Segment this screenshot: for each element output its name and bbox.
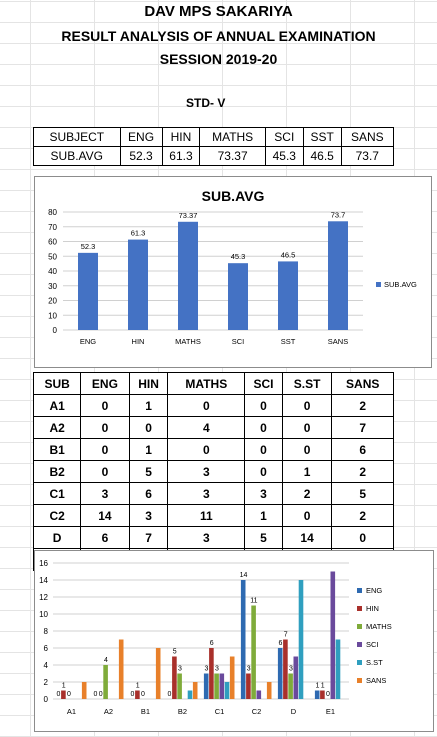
data-label: 45.3: [230, 252, 246, 262]
table-header-cell[interactable]: MATHS: [200, 128, 265, 147]
table-cell[interactable]: 2: [282, 483, 332, 505]
y-tick-label: 10: [39, 610, 48, 619]
table-cell[interactable]: 1: [129, 439, 168, 461]
x-tick-label: MATHS: [175, 337, 201, 346]
grade-distribution-chart[interactable]: [34, 550, 434, 732]
table-cell[interactable]: 0: [81, 417, 129, 439]
data-label: 0: [93, 691, 98, 698]
table-cell[interactable]: 0: [81, 395, 129, 417]
subject-average-chart-svg: [35, 177, 431, 367]
bar: [172, 657, 177, 700]
table-cell[interactable]: 3: [129, 505, 168, 527]
table-cell[interactable]: 0: [282, 417, 332, 439]
x-tick-label: C2: [251, 707, 262, 716]
table-cell[interactable]: A1: [34, 395, 81, 417]
data-label: 5: [172, 648, 177, 656]
table-cell[interactable]: C1: [34, 483, 81, 505]
table-cell[interactable]: 0: [332, 527, 394, 549]
table-cell[interactable]: B2: [34, 461, 81, 483]
report-title: RESULT ANALYSIS OF ANNUAL EXAMINATION: [61, 28, 376, 44]
table-cell[interactable]: 3: [168, 483, 245, 505]
bar: [156, 648, 161, 699]
table-header-cell[interactable]: ENG: [120, 128, 162, 147]
table-cell[interactable]: 5: [129, 461, 168, 483]
x-tick-label: SCI: [231, 337, 245, 346]
data-label: 6: [278, 640, 283, 647]
x-tick-label: B2: [177, 707, 188, 716]
table-cell[interactable]: 2: [332, 505, 394, 527]
bar: [241, 580, 246, 699]
bar: [193, 682, 198, 699]
table-row: [34, 461, 394, 483]
table-cell[interactable]: 1: [282, 461, 332, 483]
data-label: 1: [61, 682, 66, 690]
y-tick-label: 60: [48, 237, 57, 247]
school-name: DAV MPS SAKARIYA: [144, 3, 293, 20]
bar: [251, 606, 256, 700]
x-tick-label: D: [290, 707, 297, 716]
bar: [230, 657, 235, 700]
table-cell[interactable]: 3: [168, 461, 245, 483]
legend-swatch: [357, 660, 362, 665]
table-cell[interactable]: 0: [245, 461, 283, 483]
data-label: 52.3: [80, 241, 96, 251]
bar: [294, 657, 299, 700]
data-label: 0: [140, 691, 145, 698]
table-cell[interactable]: 0: [245, 417, 283, 439]
data-label: 6: [209, 640, 214, 647]
x-tick-label: SANS: [327, 337, 349, 346]
table-cell[interactable]: 52.3: [120, 147, 162, 166]
table-row: [34, 417, 394, 439]
data-label: 0: [56, 691, 61, 698]
x-tick-label: B1: [140, 707, 151, 716]
table-cell[interactable]: 2: [332, 395, 394, 417]
table-cell[interactable]: 2: [332, 461, 394, 483]
table-cell[interactable]: 0: [282, 505, 332, 527]
bar: [336, 640, 341, 700]
data-label: 0: [325, 691, 330, 698]
data-label: 11: [250, 597, 258, 605]
data-label: 0: [130, 691, 135, 698]
table-cell[interactable]: 0: [282, 395, 332, 417]
bar: [331, 572, 336, 700]
bar: [188, 691, 193, 700]
y-tick-label: 10: [48, 311, 57, 321]
table-cell[interactable]: 3: [168, 527, 245, 549]
table-cell[interactable]: 6: [332, 439, 394, 461]
table-cell[interactable]: 14: [282, 527, 332, 549]
legend-swatch: [357, 678, 362, 683]
standard-label: STD- V: [186, 96, 226, 110]
table-cell[interactable]: 0: [245, 439, 283, 461]
y-tick-label: 8: [43, 627, 48, 636]
table-cell[interactable]: D: [34, 527, 81, 549]
y-tick-label: 0: [43, 695, 48, 704]
bar: [214, 674, 219, 700]
legend-swatch: [357, 606, 362, 611]
table-header-row: [34, 373, 394, 395]
table-cell[interactable]: B1: [34, 439, 81, 461]
data-label: 3: [288, 665, 293, 673]
table-row: [34, 395, 394, 417]
table-row: [34, 147, 394, 166]
data-label: 1: [315, 682, 320, 690]
table-cell[interactable]: 5: [245, 527, 283, 549]
table-header-cell[interactable]: HIN: [162, 128, 200, 147]
legend-swatch: [357, 624, 362, 629]
session-label: SESSION 2019-20: [159, 51, 278, 67]
y-tick-label: 6: [43, 644, 48, 653]
table-header-row: [34, 128, 394, 147]
table-header-cell[interactable]: SANS: [332, 373, 394, 395]
legend-label: HIN: [366, 604, 379, 613]
table-cell[interactable]: 5: [332, 483, 394, 505]
table-cell[interactable]: 0: [168, 439, 245, 461]
table-cell[interactable]: 0: [81, 461, 129, 483]
bar: [220, 674, 225, 700]
y-tick-label: 4: [43, 661, 48, 670]
bar: [204, 674, 209, 700]
table-cell[interactable]: 45.3: [265, 147, 303, 166]
table-cell[interactable]: 73.7: [341, 147, 393, 166]
bar: [128, 240, 148, 330]
legend-swatch: [357, 642, 362, 647]
bar: [246, 674, 251, 700]
y-tick-label: 80: [48, 208, 57, 217]
table-cell[interactable]: 6: [129, 483, 168, 505]
bar: [315, 691, 320, 700]
x-tick-label: A2: [103, 707, 114, 716]
table-cell[interactable]: A2: [34, 417, 81, 439]
table-cell[interactable]: 73.37: [200, 147, 265, 166]
y-tick-label: 20: [48, 296, 57, 306]
grade-distribution-table: [33, 372, 394, 571]
data-label: 1: [320, 682, 325, 690]
table-cell[interactable]: 61.3: [162, 147, 200, 166]
table-cell[interactable]: 1: [129, 395, 168, 417]
data-label: 7: [283, 631, 288, 639]
bar: [82, 682, 87, 699]
bar: [228, 263, 248, 330]
data-label: 4: [103, 657, 108, 664]
x-tick-label: C1: [214, 707, 225, 716]
data-label: 3: [246, 665, 251, 673]
grade-distribution-chart-svg: [35, 551, 433, 731]
bar: [288, 674, 293, 700]
x-tick-label: SST: [280, 337, 296, 346]
data-label: 73.37: [178, 210, 198, 220]
bar: [267, 682, 272, 699]
table-cell[interactable]: 3: [81, 483, 129, 505]
table-cell[interactable]: C2: [34, 505, 81, 527]
legend-label: MATHS: [366, 622, 392, 631]
legend-label: SANS: [366, 676, 387, 685]
y-tick-label: 70: [48, 222, 57, 232]
subject-average-table: [33, 127, 394, 166]
x-tick-label: ENG: [79, 337, 97, 346]
x-tick-label: HIN: [131, 337, 145, 346]
x-tick-label: A1: [66, 707, 77, 716]
data-label: 46.5: [280, 250, 296, 260]
table-header-cell[interactable]: SUBJECT: [34, 128, 121, 147]
table-header-cell[interactable]: SANS: [341, 128, 393, 147]
bar: [78, 253, 98, 330]
table-cell[interactable]: 0: [129, 417, 168, 439]
subject-average-chart[interactable]: [34, 176, 432, 368]
y-tick-label: 12: [39, 593, 48, 602]
bar: [103, 665, 108, 699]
table-header-cell[interactable]: SCI: [245, 373, 283, 395]
legend-label: SUB.AVG: [384, 280, 417, 289]
bar: [135, 691, 140, 700]
table-header-cell[interactable]: SCI: [265, 128, 303, 147]
legend-label: ENG: [366, 586, 383, 595]
bar: [283, 640, 288, 700]
data-label: 0: [167, 691, 172, 698]
x-tick-label: E1: [325, 707, 336, 716]
y-tick-label: 0: [52, 326, 57, 335]
table-cell[interactable]: 11: [168, 505, 245, 527]
data-label: 0: [66, 691, 71, 698]
table-cell[interactable]: 6: [81, 527, 129, 549]
data-label: 61.3: [130, 228, 146, 238]
bar: [225, 682, 230, 699]
y-tick-label: 30: [48, 281, 57, 291]
table-cell[interactable]: 0: [81, 439, 129, 461]
table-cell[interactable]: 0: [245, 395, 283, 417]
y-tick-label: 40: [48, 267, 57, 276]
table-cell[interactable]: 7: [332, 417, 394, 439]
data-label: 14: [239, 572, 248, 579]
legend-label: S.ST: [366, 658, 383, 667]
table-header-cell[interactable]: HIN: [129, 373, 168, 395]
table-cell[interactable]: 4: [168, 417, 245, 439]
bar: [320, 691, 325, 700]
table-cell[interactable]: 14: [81, 505, 129, 527]
data-label: 73.7: [330, 210, 346, 220]
y-tick-label: 50: [48, 252, 57, 262]
table-row: [34, 505, 394, 527]
table-cell[interactable]: 3: [245, 483, 283, 505]
legend-label: SCI: [366, 640, 379, 649]
bar: [278, 261, 298, 330]
table-row: [34, 527, 394, 549]
table-cell[interactable]: 46.5: [303, 147, 341, 166]
table-cell[interactable]: SUB.AVG: [34, 147, 121, 166]
table-cell[interactable]: 7: [129, 527, 168, 549]
table-cell[interactable]: 0: [282, 439, 332, 461]
table-cell[interactable]: 1: [245, 505, 283, 527]
bar: [177, 674, 182, 700]
legend-swatch: [357, 588, 362, 593]
table-row: [34, 483, 394, 505]
bar: [257, 691, 262, 700]
table-header-cell[interactable]: SST: [303, 128, 341, 147]
data-label: 3: [204, 665, 209, 673]
table-header-cell[interactable]: SUB: [34, 373, 81, 395]
table-header-cell[interactable]: MATHS: [168, 373, 245, 395]
data-label: 0: [98, 691, 103, 698]
table-row: [34, 439, 394, 461]
chart-title: SUB.AVG: [201, 188, 265, 204]
table-cell[interactable]: 0: [168, 395, 245, 417]
bar: [299, 580, 304, 699]
bar: [328, 221, 348, 330]
data-label: 3: [177, 665, 182, 673]
bar: [119, 640, 124, 700]
data-label: 1: [135, 682, 140, 690]
table-header-cell[interactable]: ENG: [81, 373, 129, 395]
bar: [209, 648, 214, 699]
data-label: 3: [214, 665, 219, 673]
y-tick-label: 14: [39, 576, 48, 585]
y-tick-label: 16: [39, 559, 48, 568]
bar: [61, 691, 66, 700]
legend-swatch: [376, 282, 381, 287]
bar: [278, 648, 283, 699]
table-header-cell[interactable]: S.ST: [282, 373, 332, 395]
bar: [178, 222, 198, 330]
y-tick-label: 2: [43, 678, 48, 687]
